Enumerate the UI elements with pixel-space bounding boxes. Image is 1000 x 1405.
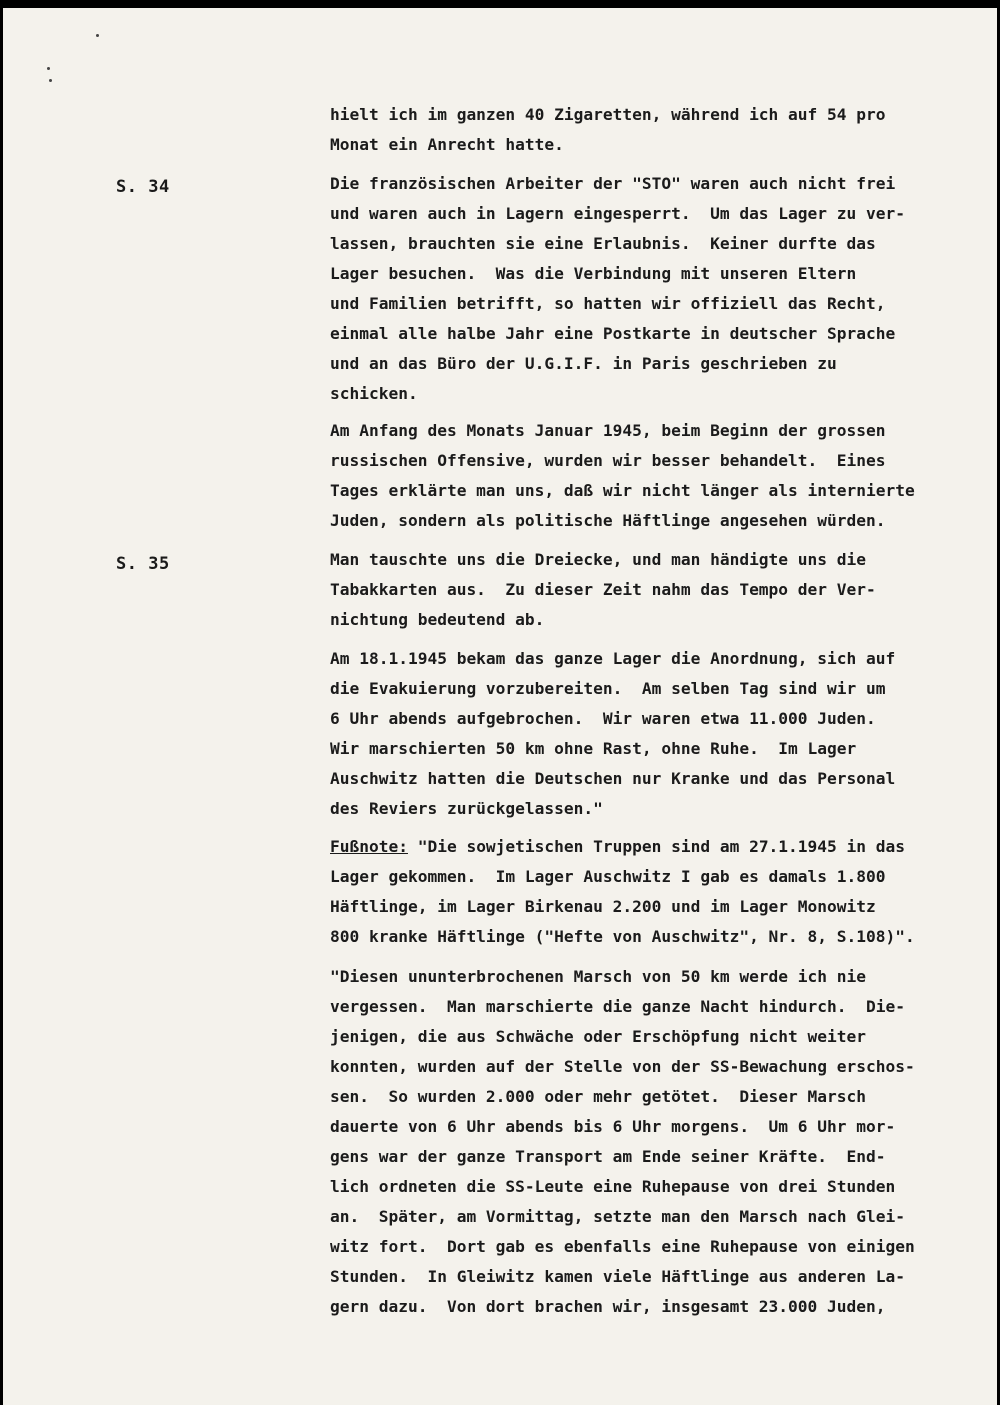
text-line: Die französischen Arbeiter der "STO" waren auch nicht frei — [330, 174, 896, 193]
text-line: jenigen, die aus Schwäche oder Erschöpfung nicht weiter — [330, 1027, 867, 1046]
text-line: Wir marschierten 50 km ohne Rast, ohne Ruhe. Im Lager — [330, 739, 857, 758]
text-line: Man tauschte uns die Dreiecke, und man händigte uns die — [330, 550, 867, 569]
text-line: Auschwitz hatten die Deutschen nur Kranke und das Personal — [330, 769, 896, 788]
scan-speck — [49, 79, 52, 82]
text-line: Juden, sondern als politische Häftlinge angesehen würden. — [330, 511, 886, 530]
text-line: lassen, brauchten sie eine Erlaubnis. Keiner durfte das — [330, 234, 876, 253]
paragraph-cigarettes — [330, 100, 980, 160]
text-line: die Evakuierung vorzubereiten. Am selben Tag sind wir um — [330, 679, 886, 698]
paragraph-january-1945 — [330, 416, 980, 536]
paragraph-evacuation — [330, 644, 980, 824]
text-line: dauerte von 6 Uhr abends bis 6 Uhr morgens. Um 6 Uhr mor- — [330, 1117, 896, 1136]
text-line: nichtung bedeutend ab. — [330, 610, 545, 629]
text-line: 6 Uhr abends aufgebrochen. Wir waren etwa 11.000 Juden. — [330, 709, 876, 728]
text-line: des Reviers zurückgelassen." — [330, 799, 603, 818]
document-page — [3, 8, 997, 1405]
text-line: hielt ich im ganzen 40 Zigaretten, während ich auf 54 pro — [330, 105, 886, 124]
text-line: Stunden. In Gleiwitz kamen viele Häftlinge aus anderen La- — [330, 1267, 905, 1286]
margin-note-page-35: S. 35 — [116, 554, 170, 574]
margin-note-page-34: S. 34 — [116, 177, 170, 197]
footnote-label: Fußnote: — [330, 837, 408, 856]
text-line: einmal alle halbe Jahr eine Postkarte in deutscher Sprache — [330, 324, 896, 343]
text-line: an. Später, am Vormittag, setzte man den Marsch nach Glei- — [330, 1207, 905, 1226]
footnote — [330, 832, 980, 952]
text-line: russischen Offensive, wurden wir besser behandelt. Eines — [330, 451, 886, 470]
footnote-text: "Die sowjetischen Truppen sind am 27.1.1945 in das — [407, 837, 905, 856]
text-line: Am 18.1.1945 bekam das ganze Lager die Anordnung, sich auf — [330, 649, 896, 668]
text-line: Tabakkarten aus. Zu dieser Zeit nahm das Tempo der Ver- — [330, 580, 876, 599]
text-line: gens war der ganze Transport am Ende seiner Kräfte. End- — [330, 1147, 886, 1166]
text-line: und an das Büro der U.G.I.F. in Paris geschrieben zu — [330, 354, 837, 373]
scan-speck — [47, 67, 50, 70]
text-line: 800 kranke Häftlinge ("Hefte von Auschwitz", Nr. 8, S.108)". — [330, 927, 915, 946]
text-line: vergessen. Man marschierte die ganze Nacht hindurch. Die- — [330, 997, 905, 1016]
footnote-first-line — [330, 832, 980, 862]
text-line: gern dazu. Von dort brachen wir, insgesamt 23.000 Juden, — [330, 1297, 886, 1316]
text-line: Tages erklärte man uns, daß wir nicht länger als internierte — [330, 481, 915, 500]
scan-speck — [96, 34, 99, 37]
text-line: lich ordneten die SS-Leute eine Ruhepause von drei Stunden — [330, 1177, 896, 1196]
text-line: Häftlinge, im Lager Birkenau 2.200 und im Lager Monowitz — [330, 897, 876, 916]
paragraph-french-workers — [330, 169, 980, 409]
text-line: schicken. — [330, 384, 418, 403]
text-line: und Familien betrifft, so hatten wir offiziell das Recht, — [330, 294, 886, 313]
text-line: "Diesen ununterbrochenen Marsch von 50 km werde ich nie — [330, 967, 867, 986]
text-line: und waren auch in Lagern eingesperrt. Um das Lager zu ver- — [330, 204, 905, 223]
paragraph-march — [330, 962, 980, 1322]
text-line: witz fort. Dort gab es ebenfalls eine Ruhepause von einigen — [330, 1237, 915, 1256]
text-line: Am Anfang des Monats Januar 1945, beim Beginn der grossen — [330, 421, 886, 440]
text-line: konnten, wurden auf der Stelle von der SS-Bewachung erschos- — [330, 1057, 915, 1076]
text-line: Lager gekommen. Im Lager Auschwitz I gab es damals 1.800 — [330, 867, 886, 886]
text-line: Lager besuchen. Was die Verbindung mit unseren Eltern — [330, 264, 857, 283]
text-line: sen. So wurden 2.000 oder mehr getötet. Dieser Marsch — [330, 1087, 867, 1106]
paragraph-triangles — [330, 545, 980, 635]
text-line: Monat ein Anrecht hatte. — [330, 135, 564, 154]
